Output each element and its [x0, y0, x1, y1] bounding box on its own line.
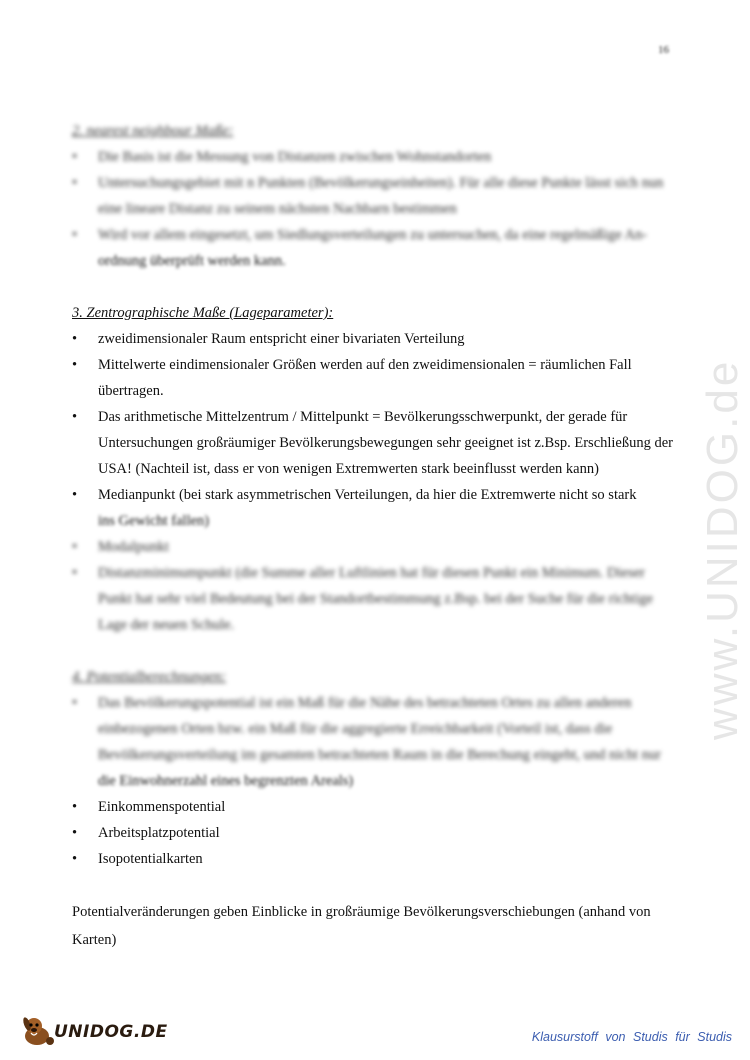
list-item: • Medianpunkt (bei stark asymmetrischen Verteilungen, da hier die Extremwerte nicht so stark [72, 482, 682, 508]
bullet-icon: • [72, 799, 78, 815]
list-item: • Isopotentialkarten [72, 846, 682, 872]
bullet-icon: • [72, 409, 78, 425]
list-item: • Das Bevölkerungspotential ist ein Maß für die Nähe des betrachteten Ortes zu allen anderen einbezogenen Orten bzw. ein Maß für die aggregierte Erreichbarkeit (Vorteil ist, dass die Bevölkerungsverteilung im gesamten betrachteten Raum in die Berechung eingeht, und nicht nur [72, 690, 682, 768]
list-zentrographisch [72, 326, 682, 638]
footer-tagline: Klausurstoff von Studis für Studis [531, 1030, 732, 1044]
bullet-icon: • [72, 695, 78, 711]
list-item: • zweidimensionaler Raum entspricht einer bivariaten Verteilung [72, 326, 682, 352]
page-number: 16 [658, 44, 669, 56]
bullet-icon: • [72, 487, 78, 503]
list-item: • Das arithmetische Mittelzentrum / Mittelpunkt = Bevölkerungsschwerpunkt, der gerade für Untersuchungen großräumiger Bevölkerungsbewegungen sehr geeignet ist z.Bsp. Erschließung der USA! (Nachteil ist, dass er von wenigen Extremwerten stark beeinflusst werden kann) [72, 404, 682, 482]
bullet-icon: • [72, 227, 78, 243]
bullet-icon: • [72, 175, 78, 191]
list-item-continuation: ordnung überprüft werden kann. [98, 253, 286, 269]
bullet-icon: • [72, 539, 78, 555]
watermark-text: www.UNIDOG.de [698, 358, 747, 740]
list-item-continuation: ins Gewicht fallen) [98, 513, 210, 529]
list-item: • Modalpunkt [72, 534, 682, 560]
list-item: • Die Basis ist die Messung von Distanzen zwischen Wohnstandorten [72, 144, 682, 170]
closing-paragraph: Potentialveränderungen geben Einblicke in großräumige Bevölkerungsverschiebungen (anhand von Karten) [72, 904, 651, 948]
list-item: • Einkommenspotential [72, 794, 682, 820]
list-item: • Untersuchungsgebiet mit n Punkten (Bevölkerungseinheiten). Für alle diese Punkte lässt sich nun eine lineare Distanz zu seinem nächsten Nachbarn bestimmen [72, 170, 682, 222]
document-body [72, 118, 682, 954]
bullet-icon: • [72, 851, 78, 867]
list-potential [72, 690, 682, 872]
list-item: • Wird vor allem eingesetzt, um Siedlungsverteilungen zu untersuchen, da eine regelmäßige An- [72, 222, 682, 248]
bullet-icon: • [72, 357, 78, 373]
list-nearest [72, 144, 682, 274]
section-heading-zentrographisch: 3. Zentrographische Maße (Lageparameter): [72, 305, 334, 321]
list-item: • Arbeitsplatzpotential [72, 820, 682, 846]
bullet-icon: • [72, 825, 78, 841]
dog-logo-icon [20, 1014, 58, 1048]
logo-text: UNIDOG.DE [54, 1022, 168, 1042]
bullet-icon: • [72, 331, 78, 347]
section-heading-potential: 4. Potentialberechnungen: [72, 669, 227, 685]
bullet-icon: • [72, 565, 78, 581]
list-item: • Distanzminimumpunkt (die Summe aller Luftlinien hat für diesen Punkt ein Minimum. Dieser Punkt hat sehr viel Bedeutung bei der Standortbestimmung z.Bsp. bei der Suche für die richtige Lage der neuen Schule. [72, 560, 682, 638]
bullet-icon: • [72, 149, 78, 165]
list-item: • Mittelwerte eindimensionaler Größen werden auf den zweidimensionalen = räumlichen Fall übertragen. [72, 352, 682, 404]
list-item-continuation: die Einwohnerzahl eines begrenzten Areals) [98, 773, 354, 789]
section-heading-nearest: 2. nearest neighbour Maße: [72, 123, 234, 139]
